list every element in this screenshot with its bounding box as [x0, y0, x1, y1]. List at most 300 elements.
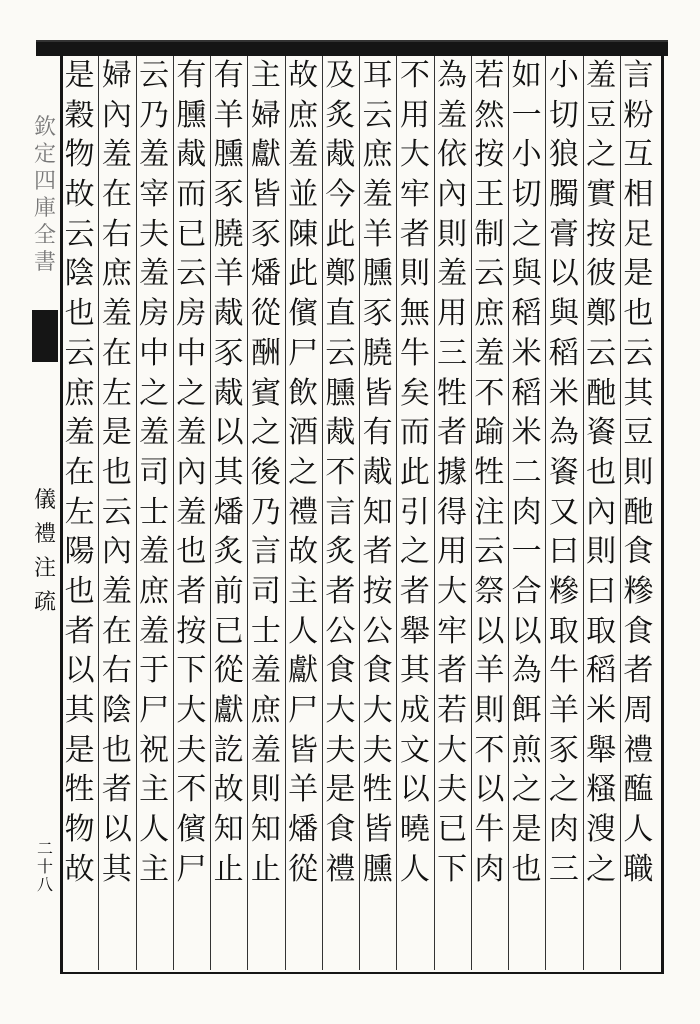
text-char: 羊 [213, 256, 244, 292]
text-char: 羞 [288, 137, 319, 173]
text-char: 食 [362, 653, 393, 689]
text-char: 切 [511, 177, 542, 213]
text-char: 飲 [288, 375, 319, 411]
text-char: 者 [437, 653, 468, 689]
text-char: 司 [250, 573, 281, 609]
text-char: 則 [250, 772, 281, 808]
text-char: 祝 [139, 732, 170, 768]
column-rule [285, 56, 286, 970]
text-char: 為 [511, 653, 542, 689]
text-char: 故 [288, 58, 319, 93]
text-char: 稻 [548, 335, 579, 371]
page-number [32, 840, 58, 894]
text-char: 羞 [101, 573, 132, 609]
text-char: 踰 [474, 415, 505, 451]
text-char: 曰 [586, 573, 617, 609]
text-char: 豕 [548, 732, 579, 768]
text-char: 之 [176, 375, 207, 411]
text-char: 其 [213, 454, 244, 490]
text-char: 羊 [288, 772, 319, 808]
text-char: 內 [586, 494, 617, 530]
text-char: 士 [250, 613, 281, 649]
text-char: 羞 [101, 296, 132, 332]
text-char: 取 [586, 613, 617, 649]
text-char: 炙 [213, 534, 244, 570]
margin-header-char: 庫 [33, 196, 56, 221]
text-char: 一 [511, 534, 542, 570]
text-char: 儐 [176, 812, 207, 848]
text-char: 食 [623, 613, 654, 649]
text-char: 相 [623, 177, 654, 213]
text-char: 之 [250, 415, 281, 451]
text-char: 陰 [101, 693, 132, 728]
text-char: 也 [586, 454, 617, 490]
text-char: 不 [474, 375, 505, 411]
text-char: 之 [511, 216, 542, 252]
text-char: 云 [64, 335, 95, 371]
text-char: 夫 [325, 732, 356, 768]
text-char: 物 [64, 812, 95, 848]
text-char: 煎 [511, 732, 542, 768]
text-char: 不 [325, 454, 356, 490]
text-char: 羞 [474, 335, 505, 371]
text-char: 也 [101, 732, 132, 768]
text-char: 炙 [325, 534, 356, 570]
text-char: 牛 [399, 335, 430, 371]
text-char: 內 [101, 534, 132, 570]
text-column [545, 56, 582, 970]
text-char: 醢 [623, 772, 654, 808]
text-char: 羞 [437, 256, 468, 292]
text-char: 故 [288, 534, 319, 570]
text-char: 臐 [362, 256, 393, 292]
fishtail-mark [32, 310, 58, 362]
text-char: 胾 [362, 454, 393, 490]
text-char: 餈 [548, 454, 579, 490]
text-char: 者 [325, 573, 356, 609]
text-char: 士 [139, 494, 170, 530]
column-rule [396, 56, 397, 970]
text-char: 牲 [362, 772, 393, 808]
text-char: 主 [288, 573, 319, 609]
text-char: 人 [623, 812, 654, 848]
text-char: 得 [437, 494, 468, 530]
text-char: 穀 [64, 97, 95, 133]
text-char: 云 [139, 58, 170, 93]
text-char: 稻 [586, 653, 617, 689]
text-char: 庶 [101, 256, 132, 292]
page-margin-strip [30, 54, 60, 972]
column-rule [583, 56, 584, 970]
margin-header-char: 欽 [33, 115, 56, 140]
text-column [210, 56, 247, 970]
text-char: 庶 [250, 693, 281, 728]
text-char: 胾 [176, 137, 207, 173]
text-char: 以 [474, 613, 505, 649]
text-char: 言 [250, 534, 281, 570]
text-char: 羞 [139, 415, 170, 451]
text-char: 獻 [213, 693, 244, 728]
text-char: 者 [64, 613, 95, 649]
text-char: 後 [250, 454, 281, 490]
text-char: 主 [250, 58, 281, 93]
text-char: 膏 [548, 216, 579, 252]
text-char: 王 [474, 177, 505, 213]
text-char: 是 [623, 256, 654, 292]
text-char: 在 [101, 335, 132, 371]
column-rule [136, 56, 137, 970]
text-char: 下 [437, 851, 468, 887]
text-char: 糔 [586, 772, 617, 808]
text-char: 狼 [548, 137, 579, 173]
text-char: 臐 [325, 375, 356, 411]
text-char: 知 [250, 812, 281, 848]
text-column [285, 56, 322, 970]
text-char: 右 [101, 653, 132, 689]
text-char: 庶 [474, 296, 505, 332]
text-char: 陰 [64, 256, 95, 292]
text-char: 不 [399, 58, 430, 93]
text-char: 不 [176, 772, 207, 808]
text-char: 直 [325, 296, 356, 332]
text-char: 豕 [250, 216, 281, 252]
text-char: 從 [288, 851, 319, 887]
column-rule [508, 56, 509, 970]
text-char: 周 [623, 693, 654, 728]
text-char: 訖 [213, 732, 244, 768]
text-char: 有 [362, 415, 393, 451]
text-char: 胾 [325, 415, 356, 451]
text-char: 已 [437, 812, 468, 848]
text-char: 于 [139, 653, 170, 689]
text-char: 者 [362, 534, 393, 570]
text-char: 房 [176, 296, 207, 332]
text-char: 羞 [139, 613, 170, 649]
text-char: 豕 [213, 177, 244, 213]
text-char: 用 [437, 534, 468, 570]
text-char: 不 [474, 732, 505, 768]
text-char: 並 [288, 177, 319, 213]
text-char: 者 [399, 573, 430, 609]
text-char: 庶 [139, 573, 170, 609]
text-char: 之 [399, 534, 430, 570]
margin-header-char: 全 [33, 223, 56, 248]
text-char: 與 [548, 296, 579, 332]
text-char: 足 [623, 216, 654, 252]
text-char: 二 [511, 454, 542, 490]
column-rule [620, 56, 621, 970]
text-char: 有 [213, 58, 244, 93]
text-char: 之 [288, 454, 319, 490]
text-char: 糝 [548, 573, 579, 609]
text-char: 制 [474, 216, 505, 252]
text-char: 庶 [64, 375, 95, 411]
column-rule [210, 56, 211, 970]
text-char: 羊 [362, 216, 393, 252]
text-char: 羞 [101, 137, 132, 173]
text-char: 庶 [362, 137, 393, 173]
text-char: 云 [474, 534, 505, 570]
text-char: 司 [139, 454, 170, 490]
text-char: 大 [176, 693, 207, 728]
text-char: 是 [101, 415, 132, 451]
text-char: 牲 [474, 454, 505, 490]
text-char: 有 [176, 58, 207, 93]
text-char: 者 [101, 772, 132, 808]
text-char: 羊 [474, 653, 505, 689]
text-column [508, 56, 545, 970]
text-char: 舉 [399, 613, 430, 649]
text-char: 按 [586, 216, 617, 252]
text-char: 鄭 [586, 296, 617, 332]
text-char: 云 [176, 256, 207, 292]
text-char: 獻 [288, 653, 319, 689]
text-char: 臐 [362, 851, 393, 887]
text-char: 云 [64, 216, 95, 252]
text-char: 止 [250, 851, 281, 887]
text-char: 婦 [101, 58, 132, 93]
text-char: 小 [548, 58, 579, 93]
text-char: 大 [437, 732, 468, 768]
text-char: 然 [474, 97, 505, 133]
text-char: 夫 [362, 732, 393, 768]
text-char: 是 [511, 812, 542, 848]
text-column [61, 56, 98, 970]
text-char: 皆 [362, 375, 393, 411]
text-char: 主 [139, 772, 170, 808]
text-char: 豕 [213, 335, 244, 371]
text-char: 已 [213, 613, 244, 649]
text-char: 若 [474, 58, 505, 93]
text-char: 從 [250, 296, 281, 332]
text-char: 以 [64, 653, 95, 689]
text-char: 曰 [548, 534, 579, 570]
text-char: 乃 [139, 97, 170, 133]
text-char: 為 [548, 415, 579, 451]
text-char: 之 [586, 851, 617, 887]
text-char: 是 [64, 732, 95, 768]
text-char: 言 [325, 494, 356, 530]
text-char: 止 [213, 851, 244, 887]
text-char: 陽 [64, 534, 95, 570]
text-char: 引 [399, 494, 430, 530]
book-title-char: 疏 [33, 590, 56, 615]
text-char: 酏 [623, 494, 654, 530]
text-char: 云 [586, 335, 617, 371]
text-char: 職 [623, 851, 654, 887]
text-char: 是 [64, 58, 95, 93]
text-column [396, 56, 433, 970]
text-char: 肉 [548, 812, 579, 848]
text-char: 互 [623, 137, 654, 173]
text-char: 食 [325, 812, 356, 848]
text-char: 故 [64, 177, 95, 213]
text-char: 合 [511, 573, 542, 609]
text-column [247, 56, 284, 970]
text-char: 稻 [511, 375, 542, 411]
text-char: 中 [176, 335, 207, 371]
text-char: 羊 [213, 97, 244, 133]
column-rule [471, 56, 472, 970]
text-char: 而 [399, 415, 430, 451]
text-char: 云 [325, 335, 356, 371]
text-char: 之 [139, 375, 170, 411]
text-char: 在 [64, 454, 95, 490]
text-char: 用 [437, 296, 468, 332]
text-char: 小 [511, 137, 542, 173]
text-char: 米 [511, 335, 542, 371]
text-char: 按 [362, 573, 393, 609]
text-char: 豕 [362, 296, 393, 332]
text-char: 牛 [474, 812, 505, 848]
text-char: 知 [213, 812, 244, 848]
text-char: 尸 [288, 693, 319, 728]
text-char: 臐 [213, 137, 244, 173]
text-column [583, 56, 620, 970]
text-char: 燔 [250, 256, 281, 292]
text-char: 羞 [250, 653, 281, 689]
text-char: 以 [399, 772, 430, 808]
text-char: 而 [176, 177, 207, 213]
text-char: 者 [399, 216, 430, 252]
text-char: 大 [437, 573, 468, 609]
text-char: 曉 [399, 812, 430, 848]
text-column [136, 56, 173, 970]
text-char: 大 [362, 693, 393, 728]
text-char: 夫 [437, 772, 468, 808]
text-char: 則 [399, 256, 430, 292]
text-char: 羞 [64, 415, 95, 451]
text-char: 公 [362, 613, 393, 649]
text-char: 此 [399, 454, 430, 490]
text-char: 之 [586, 137, 617, 173]
text-char: 彼 [586, 256, 617, 292]
text-char: 知 [362, 494, 393, 530]
text-char: 也 [623, 296, 654, 332]
text-char: 則 [474, 693, 505, 728]
text-char: 云 [101, 494, 132, 530]
text-char: 內 [437, 177, 468, 213]
text-char: 及 [325, 58, 356, 93]
text-char: 禮 [288, 494, 319, 530]
page-number-char: 二 [36, 839, 53, 858]
column-rule [545, 56, 546, 970]
text-char: 賓 [250, 375, 281, 411]
text-char: 人 [288, 613, 319, 649]
text-char: 羞 [139, 256, 170, 292]
text-column [173, 56, 210, 970]
text-column [620, 56, 657, 970]
text-char: 故 [64, 851, 95, 887]
text-char: 文 [399, 732, 430, 768]
text-char: 用 [399, 97, 430, 133]
text-char: 米 [511, 415, 542, 451]
text-char: 中 [139, 335, 170, 371]
text-char: 肉 [474, 851, 505, 887]
text-char: 羞 [362, 177, 393, 213]
text-char: 前 [213, 573, 244, 609]
text-char: 依 [437, 137, 468, 173]
column-rule [434, 56, 435, 970]
text-char: 乃 [250, 494, 281, 530]
text-char: 左 [64, 494, 95, 530]
text-char: 儐 [288, 296, 319, 332]
text-char: 羞 [139, 534, 170, 570]
text-char: 其 [64, 693, 95, 728]
text-char: 牢 [399, 177, 430, 213]
text-char: 酏 [586, 375, 617, 411]
text-char: 食 [623, 534, 654, 570]
text-char: 尸 [288, 335, 319, 371]
text-char: 牲 [437, 375, 468, 411]
text-char: 人 [399, 851, 430, 887]
page-number-char: 八 [36, 875, 53, 894]
text-char: 成 [399, 693, 430, 728]
book-title-char: 禮 [33, 522, 56, 547]
text-char: 酒 [288, 415, 319, 451]
text-char: 皆 [250, 177, 281, 213]
text-char: 切 [548, 97, 579, 133]
text-char: 右 [101, 216, 132, 252]
text-char: 與 [511, 256, 542, 292]
text-char: 言 [623, 58, 654, 93]
text-char: 臅 [548, 177, 579, 213]
text-char: 大 [399, 137, 430, 173]
text-char: 在 [101, 613, 132, 649]
text-char: 此 [325, 216, 356, 252]
text-char: 主 [139, 851, 170, 887]
text-char: 也 [176, 534, 207, 570]
text-char: 粉 [623, 97, 654, 133]
text-char: 則 [437, 216, 468, 252]
margin-header-char: 定 [33, 142, 56, 167]
text-char: 又 [548, 494, 579, 530]
text-char: 也 [511, 851, 542, 887]
text-char: 牢 [437, 613, 468, 649]
text-char: 是 [325, 772, 356, 808]
text-char: 按 [176, 613, 207, 649]
text-char: 下 [176, 653, 207, 689]
text-char: 胾 [325, 137, 356, 173]
column-rule [247, 56, 248, 970]
text-char: 糝 [623, 573, 654, 609]
text-char: 為 [437, 58, 468, 93]
text-column [434, 56, 471, 970]
text-char: 若 [437, 693, 468, 728]
text-char: 也 [101, 454, 132, 490]
text-char: 禮 [325, 851, 356, 887]
text-char: 三 [437, 335, 468, 371]
text-char: 云 [362, 97, 393, 133]
text-char: 今 [325, 177, 356, 213]
text-char: 羞 [586, 58, 617, 93]
column-rule [173, 56, 174, 970]
text-char: 臐 [176, 97, 207, 133]
text-char: 三 [548, 851, 579, 887]
margin-header-char: 書 [33, 250, 56, 275]
text-char: 云 [474, 256, 505, 292]
text-char: 稻 [511, 296, 542, 332]
text-char: 豆 [623, 415, 654, 451]
text-char: 肉 [511, 494, 542, 530]
text-char: 公 [325, 613, 356, 649]
text-char: 人 [139, 812, 170, 848]
text-char: 云 [623, 335, 654, 371]
text-char: 故 [213, 772, 244, 808]
text-char: 無 [399, 296, 430, 332]
text-char: 則 [586, 534, 617, 570]
text-char: 胾 [213, 375, 244, 411]
